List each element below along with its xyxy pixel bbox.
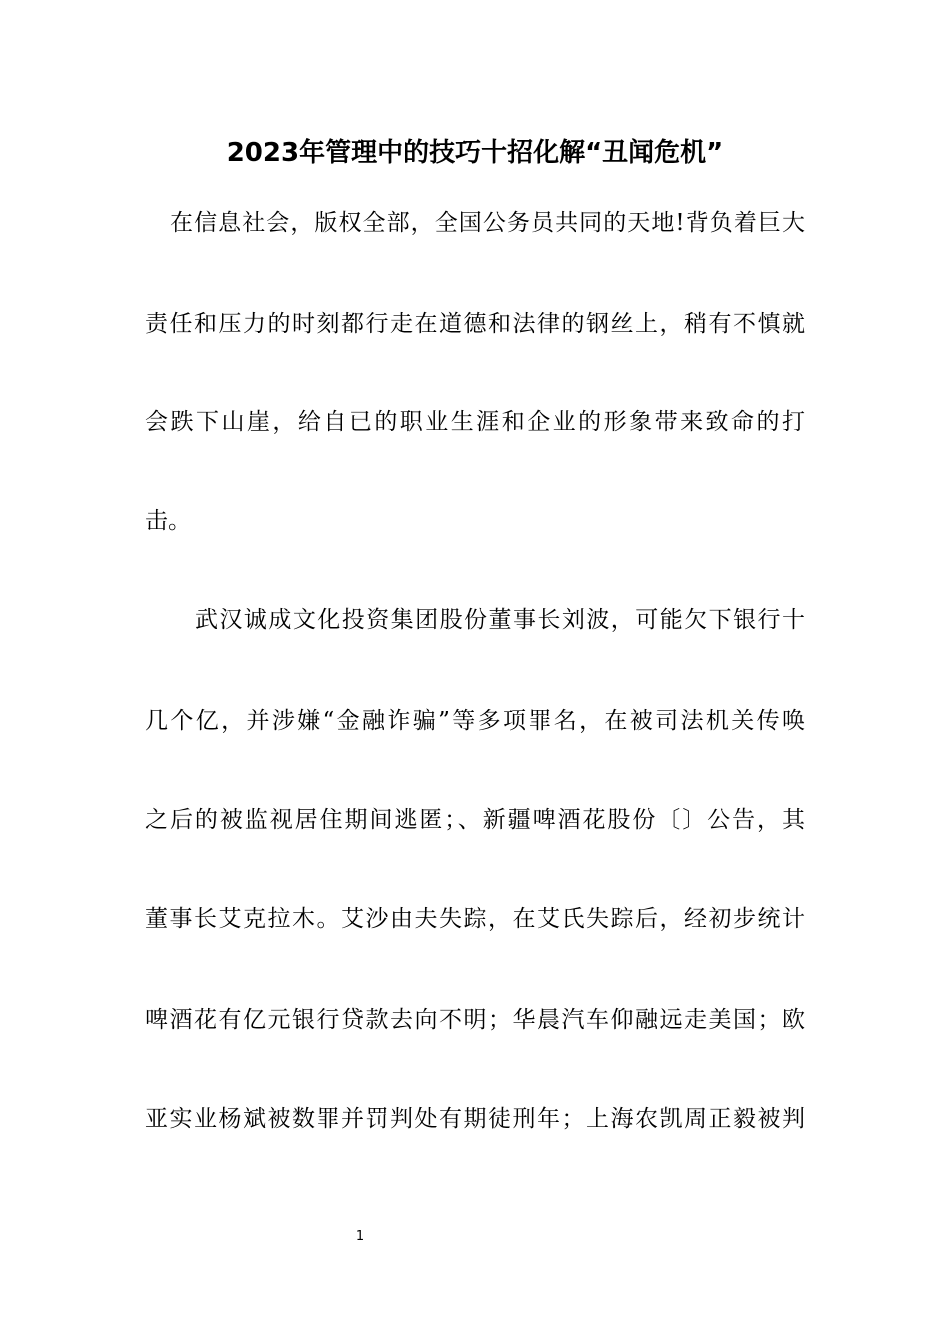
paragraph-2-line-2: 几个亿，并涉嫌“金融诈骗”等多项罪名，在被司法机关传唤	[145, 708, 805, 734]
document-title: 2023年管理中的技巧十招化解“丑闻危机”	[226, 138, 724, 168]
paragraph-1-line-1: 在信息社会，版权全部，全国公务员共同的天地!背负着巨大	[170, 210, 805, 236]
paragraph-1-line-3: 会跌下山崖，给自已的职业生涯和企业的形象带来致命的打	[145, 409, 805, 435]
page-number: 1	[355, 1229, 365, 1244]
paragraph-2-line-1: 武汉诚成文化投资集团股份董事长刘波，可能欠下银行十	[195, 607, 805, 633]
paragraph-2-line-5: 啤酒花有亿元银行贷款去向不明；华晨汽车仰融远走美国；欧	[145, 1007, 805, 1033]
paragraph-2-line-4: 董事长艾克拉木。艾沙由夫失踪，在艾氏失踪后，经初步统计	[145, 906, 805, 932]
paragraph-1-line-4: 击。	[145, 508, 191, 534]
paragraph-2-line-6: 亚实业杨斌被数罪并罚判处有期徒刑年；上海农凯周正毅被判	[145, 1106, 805, 1132]
paragraph-2-line-3: 之后的被监视居住期间逃匿；、新疆啤酒花股份〔〕公告，其	[145, 807, 805, 833]
paragraph-1-line-2: 责任和压力的时刻都行走在道德和法律的钢丝上，稍有不慎就	[145, 311, 805, 337]
